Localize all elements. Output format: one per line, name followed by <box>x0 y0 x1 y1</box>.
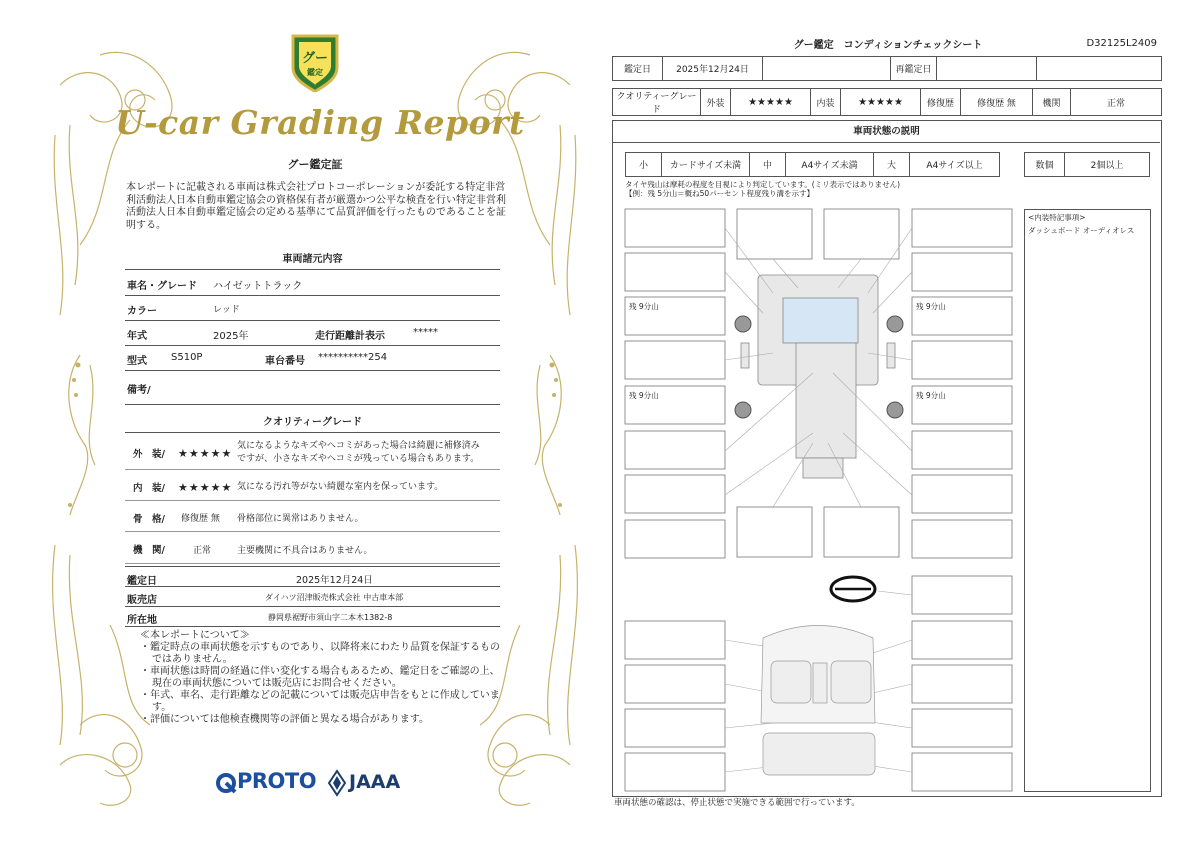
goo-appraisal-badge-icon <box>287 30 343 94</box>
ext-stars: ★★★★★ <box>731 89 811 116</box>
interior-desc: 気になる汚れ等がない綺麗な室内を保っています。 <box>237 482 444 492</box>
year-label: 年式 <box>127 331 147 342</box>
vehicle-diagram <box>613 203 1023 793</box>
panel-box <box>912 253 1012 291</box>
panel-box <box>625 431 725 469</box>
legend-small: 小 <box>626 153 662 177</box>
panel-box <box>625 253 725 291</box>
date-table <box>612 56 1162 81</box>
engine-label: 機 関/ <box>133 545 165 556</box>
tire-rl-text: 残 9分山 <box>629 391 659 400</box>
spec-row-color <box>125 296 500 321</box>
appraisal-date-label: 鑑定日 <box>127 576 157 587</box>
panel-box <box>625 621 725 659</box>
panel-box <box>625 475 725 513</box>
tire-fl-text: 残 9分山 <box>629 302 659 311</box>
notes-title: ≪本レポートについて≫ <box>140 630 250 641</box>
int-stars: ★★★★★ <box>841 89 921 116</box>
exterior-label: 外 装/ <box>133 449 165 460</box>
svg-text:グー: グー <box>301 51 329 66</box>
damage-legend-table <box>625 152 1000 177</box>
panel-box <box>912 665 1012 703</box>
engine-value: 正常 <box>1071 89 1162 116</box>
footer-logos <box>215 769 415 799</box>
certificate-title: グー鑑定証 <box>287 158 343 171</box>
exterior-stars: ★★★★★ <box>178 447 233 460</box>
count-legend-table <box>1024 152 1150 177</box>
grade-row-frame <box>125 501 500 532</box>
panel-box <box>912 475 1012 513</box>
appraisal-date-label: 鑑定日 <box>613 57 663 81</box>
panel-box <box>912 209 1012 247</box>
repair-value: 修復歴 無 <box>961 89 1033 116</box>
name-label: 車名・グレード <box>127 281 197 292</box>
truck-diagram-icon <box>741 275 895 478</box>
note-item: ・年式、車名、走行距離などの記載については販売店申告をもとに作成しています。 <box>140 690 500 713</box>
spec-row-remarks <box>125 371 500 405</box>
steering-wheel-icon <box>831 577 875 601</box>
proto-logo-text: PROTO <box>237 769 317 793</box>
panel-box <box>912 753 1012 791</box>
report-notes <box>140 630 500 726</box>
panel-box <box>824 209 899 259</box>
engine-value: 正常 <box>193 546 212 556</box>
grade-row-exterior <box>125 434 500 470</box>
blank-cell <box>1037 57 1162 81</box>
frame-desc: 骨格部位に異常はありません。 <box>237 514 364 524</box>
divider <box>125 432 500 433</box>
spec-row-model <box>125 346 500 371</box>
chassis-label: 車台番号 <box>265 356 305 367</box>
spec-section-title: 車両諸元内容 <box>282 254 343 265</box>
legend-count: 数個 <box>1025 153 1065 177</box>
frame-value: 修復歴 無 <box>181 514 220 524</box>
dealer-label: 販売店 <box>127 595 157 606</box>
legend-small-desc: カードサイズ未満 <box>662 153 750 177</box>
jaaa-logo-text: JAAA <box>349 771 401 793</box>
engine-desc: 主要機関に不具合はありません。 <box>237 546 373 556</box>
panel-box <box>737 507 812 557</box>
dealer-value: ダイハツ沼津販売株式会社 中古車本部 <box>265 593 404 602</box>
legend-large-desc: A4サイズ以上 <box>910 153 1000 177</box>
quality-section-title: クオリティーグレード <box>263 417 362 428</box>
condition-title: 車両状態の説明 <box>613 121 1160 143</box>
blank-cell <box>763 57 891 81</box>
grade-row-interior <box>125 470 500 501</box>
proto-logo-icon <box>215 772 237 794</box>
grade-table <box>612 88 1162 116</box>
address-row <box>125 607 500 627</box>
int-label: 内装 <box>811 89 841 116</box>
tire-fr-text: 残 9分山 <box>916 302 946 311</box>
mileage-value: ***** <box>413 327 438 338</box>
panel-box <box>912 520 1012 558</box>
note-item: ・評価については他検査機関等の評価と異なる場合があります。 <box>140 714 429 725</box>
engine-label: 機関 <box>1033 89 1071 116</box>
panel-box <box>625 753 725 791</box>
tire-note-2: 【例：残 5分山＝概ね50パーセント程度残り溝を示す】 <box>625 189 815 198</box>
panel-box <box>912 709 1012 747</box>
interior-notes-box <box>1024 209 1151 792</box>
name-value: ハイゼットトラック <box>213 281 303 292</box>
panel-box <box>737 209 812 259</box>
interior-notes-value: ダッシュボード オーディオレス <box>1028 226 1135 235</box>
dealer-row <box>125 587 500 607</box>
panel-box <box>912 621 1012 659</box>
interior-stars: ★★★★★ <box>178 481 233 494</box>
divider <box>125 269 500 270</box>
remarks-label: 備考/ <box>127 385 151 396</box>
reappraisal-date-value <box>937 57 1037 81</box>
chassis-value: **********254 <box>318 352 388 363</box>
appraisal-date-value: 2025年12月24日 <box>663 57 763 81</box>
panel-box <box>625 665 725 703</box>
panel-box <box>912 431 1012 469</box>
model-label: 型式 <box>127 356 147 367</box>
note-item: ・車両状態は時間の経過に伴い変化する場合もあるため、鑑定日をご確認の上、現在の車両状態については販売店にお問合せください。 <box>140 666 500 689</box>
bottom-note: 車両状態の確認は、停止状態で実施できる範囲で行っています。 <box>614 798 860 808</box>
condition-panel <box>612 120 1162 797</box>
panel-box <box>625 520 725 558</box>
grading-report-page <box>40 25 590 815</box>
appraisal-date-row <box>125 566 500 587</box>
condition-check-sheet <box>612 34 1164 814</box>
color-value: レッド <box>213 305 240 315</box>
panel-box <box>625 341 725 379</box>
interior-label: 内 装/ <box>133 483 165 494</box>
reappraisal-date-label: 再鑑定日 <box>891 57 937 81</box>
frame-label: 骨 格/ <box>133 514 165 525</box>
certificate-body: 本レポートに記載される車両は株式会社プロトコーポレーションが委託する特定非営利活動法人日本自動車鑑定協会の資格保有者が厳選かつ公平な検査を行い特定非営利活動法人日本自動車鑑定協会の定める基準にて品質評価を行ったものであることを証明する。 <box>126 182 506 231</box>
legend-medium-desc: A4サイズ未満 <box>786 153 874 177</box>
sheet-title: グー鑑定 コンディションチェックシート <box>793 40 983 51</box>
color-label: カラー <box>127 306 157 317</box>
model-value: S510P <box>171 352 203 363</box>
interior-diagram-icon <box>761 626 875 776</box>
exterior-desc-2: ですが、小さなキズやヘコミが残っている場合もあります。 <box>237 454 480 464</box>
legend-large: 大 <box>874 153 910 177</box>
ext-label: 外装 <box>701 89 731 116</box>
svg-text:鑑定: 鑑定 <box>307 68 323 77</box>
repair-label: 修復歴 <box>921 89 961 116</box>
appraisal-date-value: 2025年12月24日 <box>296 575 373 586</box>
interior-notes-label: <内装特記事項> <box>1028 213 1086 222</box>
panel-box <box>625 709 725 747</box>
grade-row-engine <box>125 532 500 564</box>
note-item: ・鑑定時点の車両状態を示すものであり、以降将来にわたり品質を保証するものではありません。 <box>140 642 500 665</box>
spec-row-name <box>125 271 500 296</box>
address-label: 所在地 <box>127 615 157 626</box>
spec-row-year <box>125 321 500 346</box>
panel-box <box>912 576 1012 614</box>
tire-rr-text: 残 9分山 <box>916 391 946 400</box>
panel-box <box>912 341 1012 379</box>
report-script-title: U-car Grading Report <box>115 103 525 142</box>
sheet-code: D32125L2409 <box>1086 38 1157 49</box>
tire-note-1: タイヤ残山は摩耗の程度を目視により判定しています。(ミリ表示ではありません) <box>625 180 901 189</box>
exterior-desc-1: 気になるようなキズやヘコミがあった場合は綺麗に補修済み <box>237 441 480 451</box>
panel-box <box>824 507 899 557</box>
legend-medium: 中 <box>750 153 786 177</box>
address-value: 静岡県裾野市須山字二本木1382-8 <box>268 613 393 622</box>
legend-count-desc: 2個以上 <box>1065 153 1150 177</box>
panel-box <box>625 209 725 247</box>
mileage-label: 走行距離計表示 <box>315 331 385 342</box>
year-value: 2025年 <box>213 331 249 342</box>
jaaa-logo-icon <box>327 769 347 797</box>
quality-grade-label: クオリティーグレード <box>613 89 701 116</box>
